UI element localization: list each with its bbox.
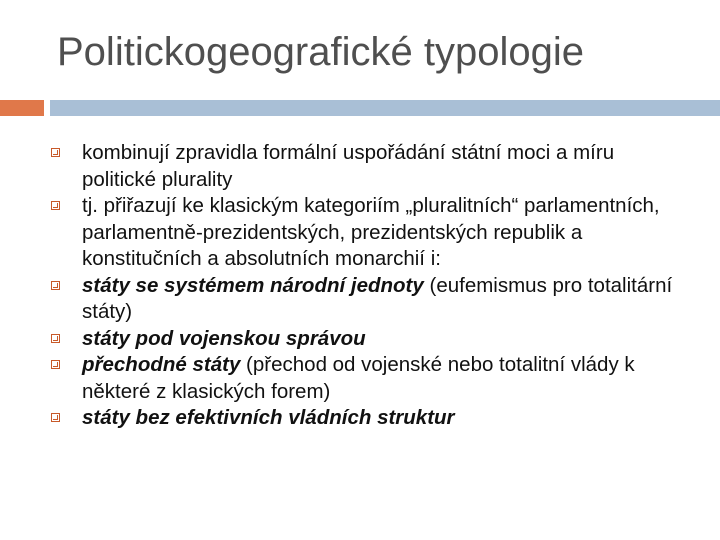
bullet-emphasis: přechodné státy <box>82 353 241 376</box>
list-item <box>50 193 690 273</box>
bullet-emphasis: státy bez efektivních vládních struktur <box>82 406 455 429</box>
bullet-text: (eufemismus pro totalitární státy) <box>82 273 673 323</box>
bullet-emphasis: státy se systémem národní jednoty <box>82 273 424 297</box>
list-item <box>50 352 690 405</box>
page-title: Politickogeografické typologie <box>57 30 584 74</box>
list-item <box>50 405 690 432</box>
title-accent-bar <box>0 100 44 116</box>
square-bullet-icon <box>51 201 60 210</box>
list-item <box>50 326 690 353</box>
bullet-emphasis: státy pod vojenskou správou <box>82 326 366 350</box>
square-bullet-icon <box>51 334 60 343</box>
list-item <box>50 273 690 326</box>
bullet-text: (přechod od vojenské nebo totalitní vlády k některé z klasických forem) <box>82 353 635 403</box>
bullet-list <box>50 140 690 432</box>
square-bullet-icon <box>51 360 60 369</box>
list-item <box>50 140 690 193</box>
square-bullet-icon <box>51 281 60 290</box>
square-bullet-icon <box>51 148 60 157</box>
title-divider-bar <box>50 100 720 116</box>
square-bullet-icon <box>51 413 60 422</box>
bullet-text: tj. přiřazují ke klasickým kategoriím „pluralitních“ parlamentních, parlamentně-prezidentských, prezidentských republik a konstitučních a absolutních monarchií i: <box>82 194 660 270</box>
bullet-text: kombinují zpravidla formální uspořádání státní moci a míru politické plurality <box>82 141 615 191</box>
